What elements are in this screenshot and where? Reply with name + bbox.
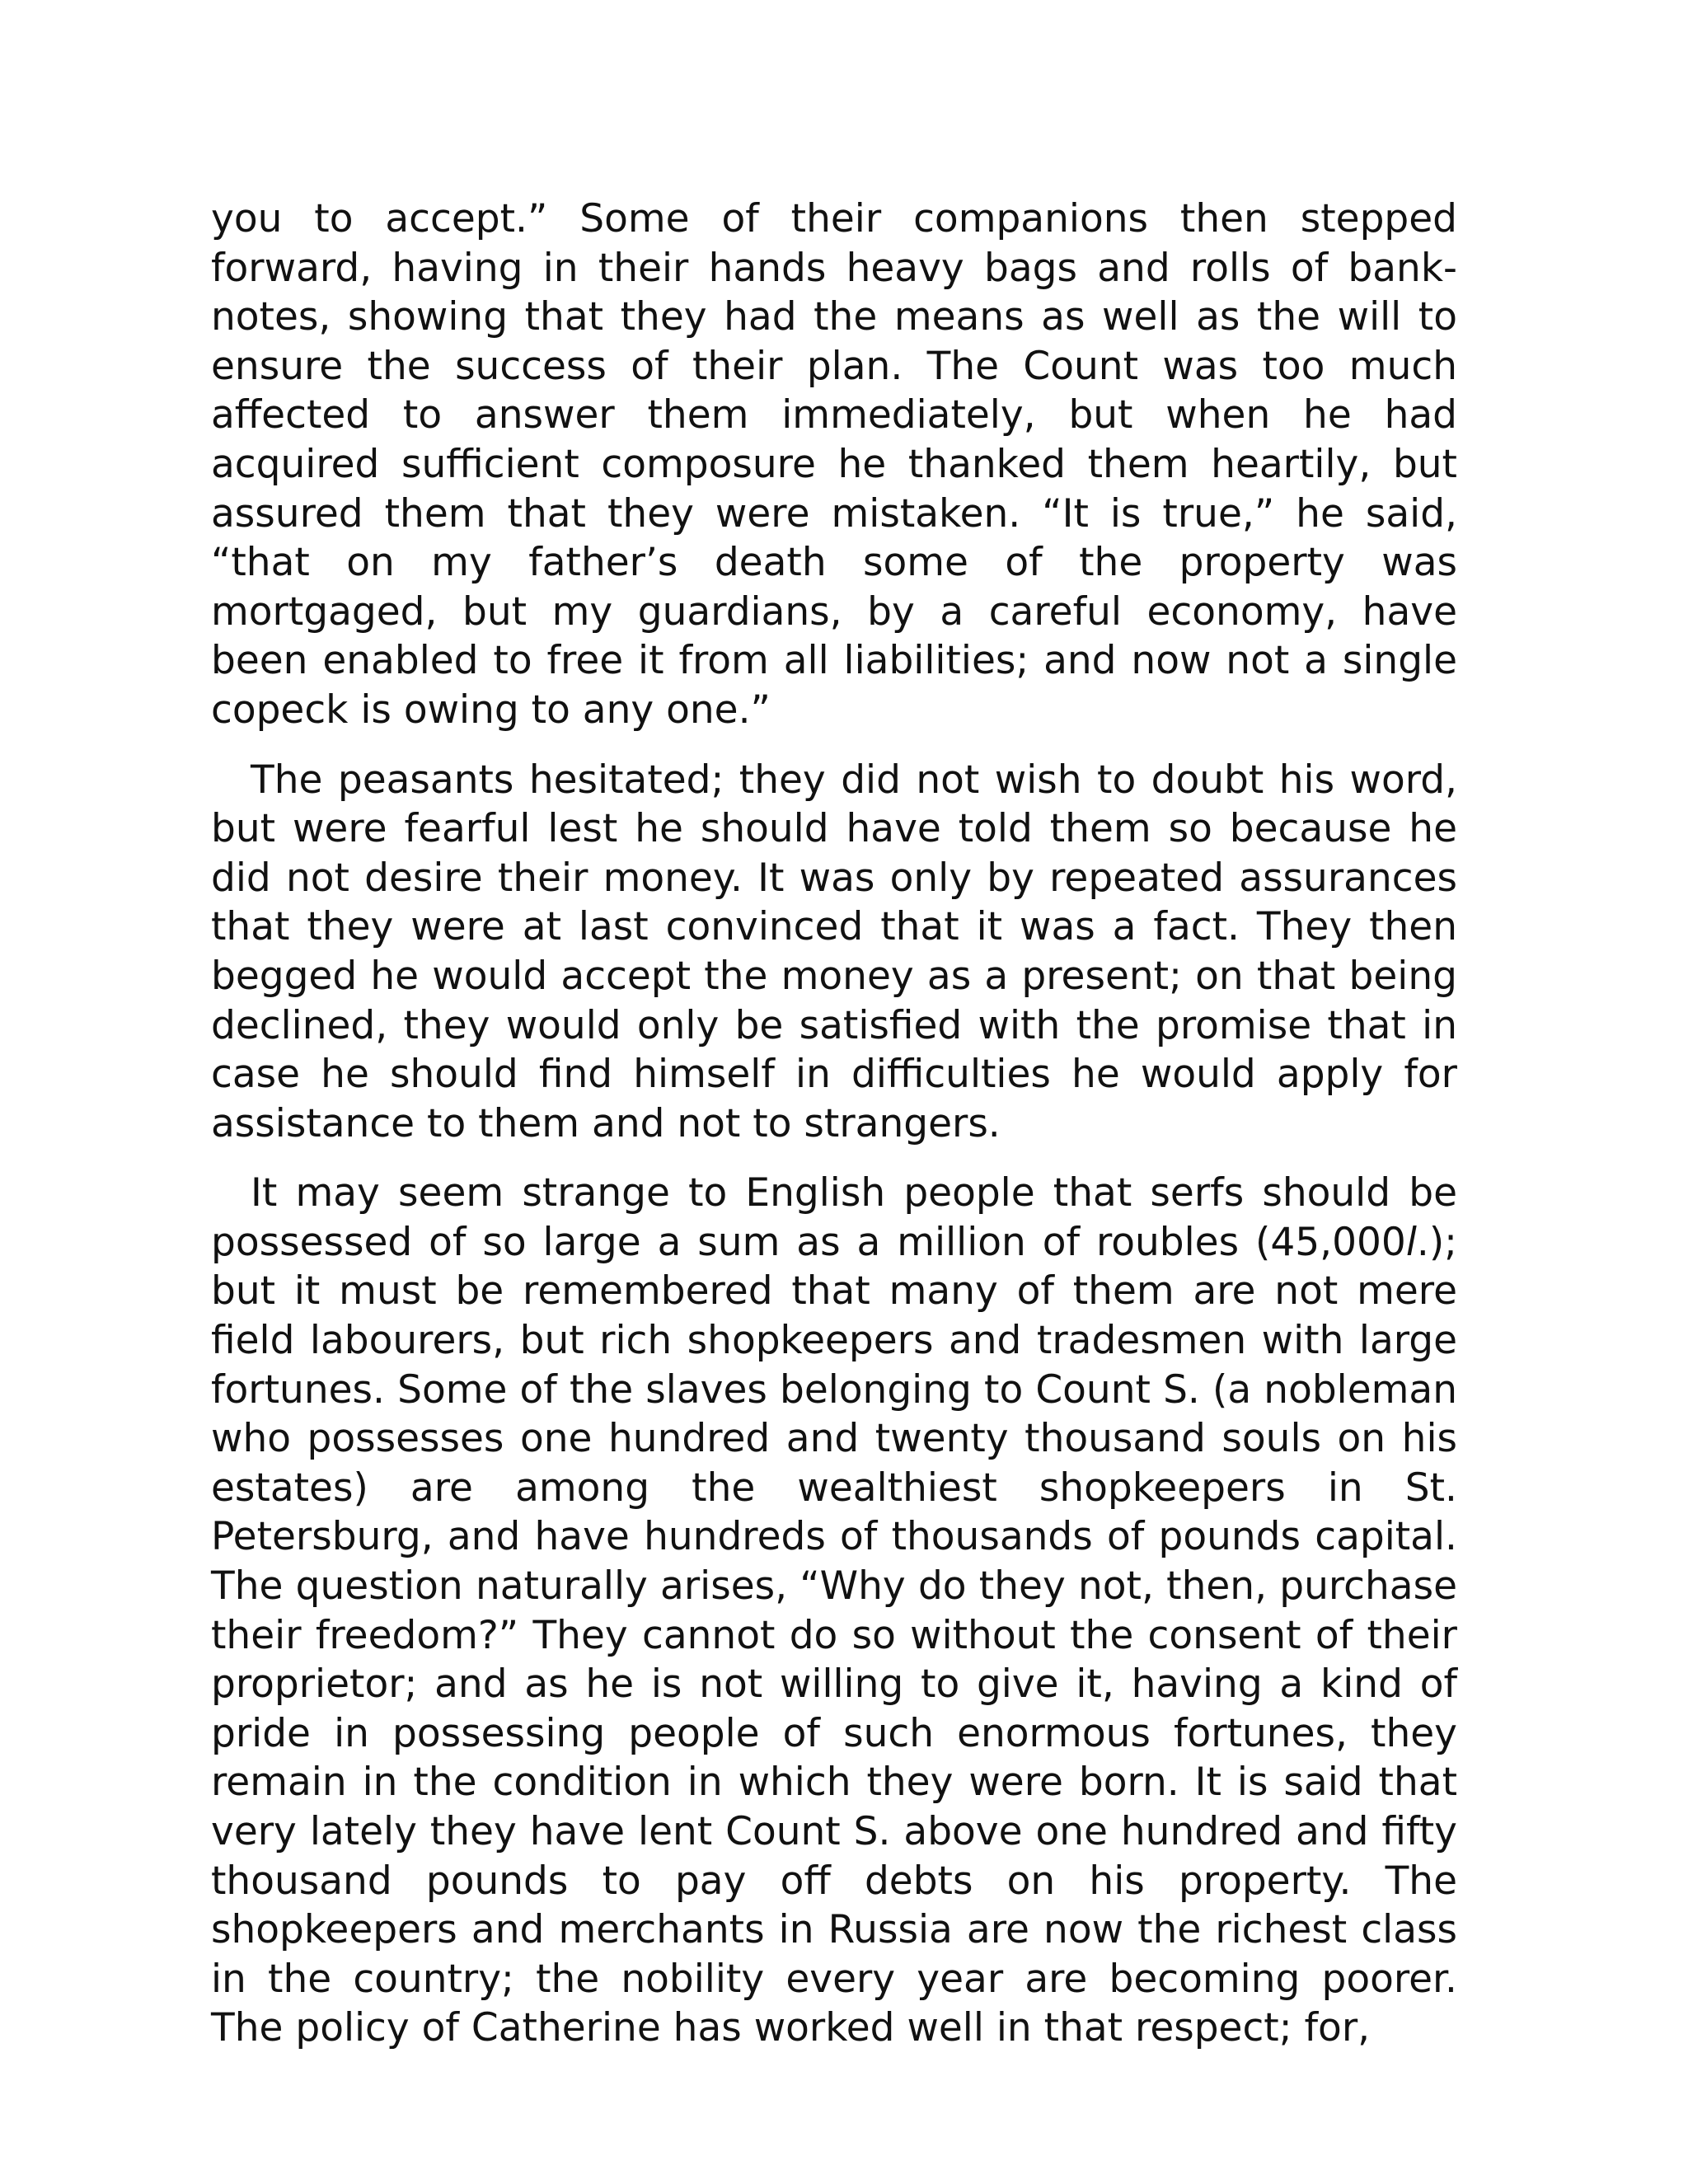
paragraph-1: you to accept.” Some of their companions then stepped forward, having in their hands heavy bags and rolls of bank-notes, showing that they had the means as well as the will to ensure the success of their plan. The Count was too much affected to answer them immediately, but when he had acquired sufficient composure he thanked them heartily, but assured them that they were mistaken. “It is true,” he said, “that on my father’s death some of the property was mortgaged, but my guardians, by a careful economy, have been enabled to free it from all liabilities; and now not a single copeck is owing to any one.” bbox=[211, 196, 1457, 733]
paragraph-3-text-before: It may seem strange to English people that serfs should be possessed of so large a sum as a million of roubles (45,000 bbox=[211, 1170, 1457, 1265]
paragraph-3-text-after: .); but it must be remembered that many of them are not mere field labourers, but rich shopkeepers and tradesmen with large fortunes. Some of the slaves belonging to Count S. (a nobleman who possesses one hundred and twenty thousand souls on his estates) are among the wealthiest shopkeepers in St. Petersburg, and have hundreds of thousands of pounds capital. The question naturally arises, “Why do they not, then, purchase their freedom?” They cannot do so without the consent of their proprietor; and as he is not willing to give it, having a kind of pride in possessing people of such enormous fortunes, they remain in the condition in which they were born. It is said that very lately they have lent Count S. above one hundred and fifty thousand pounds to pay off debts on his property. The shopkeepers and merchants in Russia are now the richest class in the country; the nobility every year are becoming poorer. The policy of Catherine has worked well in that respect; for, bbox=[211, 1219, 1457, 2051]
pound-symbol-italic: l bbox=[1405, 1219, 1417, 1265]
paragraph-3 bbox=[211, 1169, 1457, 2053]
paragraph-2: The peasants hesitated; they did not wish to doubt his word, but were fearful lest he should have told them so because he did not desire their money. It was only by repeated assurances that they were at last convinced that it was a fact. They then begged he would accept the money as a present; on that being declined, they would only be satisfied with the promise that in case he should find himself in difficulties he would apply for assistance to them and not to strangers. bbox=[211, 757, 1457, 1146]
body-text bbox=[211, 194, 1457, 2053]
